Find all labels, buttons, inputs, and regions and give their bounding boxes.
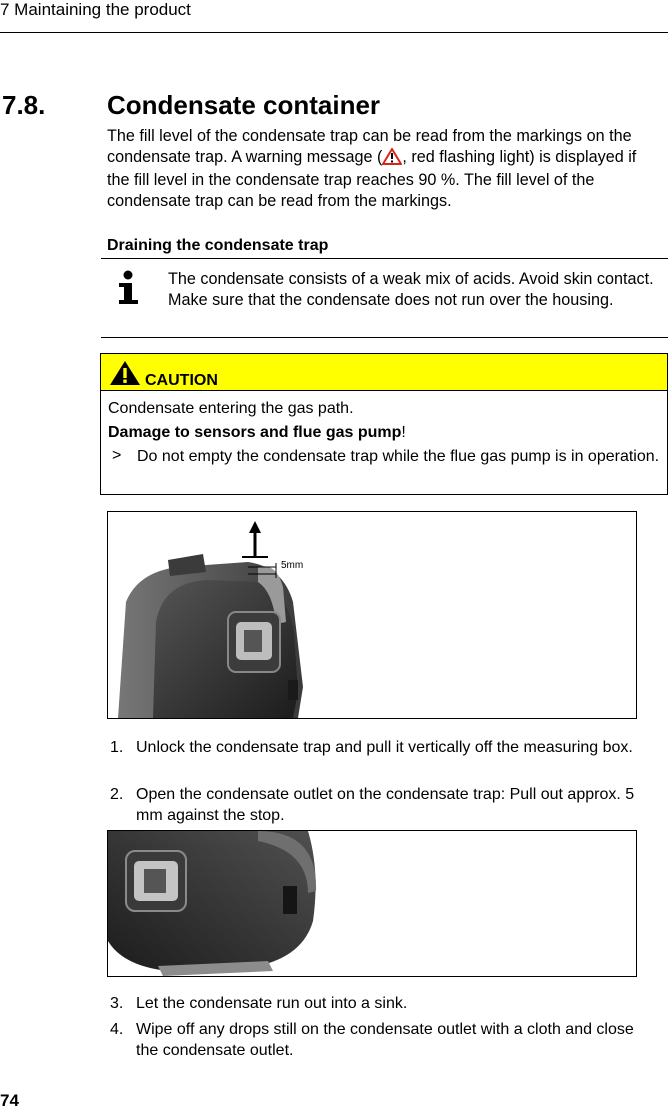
info-bottom-rule <box>101 337 668 338</box>
step-3-text: Let the condensate run out into a sink. <box>136 995 408 1012</box>
warning-triangle-icon <box>382 148 402 171</box>
caution-header <box>101 354 667 391</box>
device-bottom-illustration <box>108 831 318 976</box>
dimension-label: 5mm <box>281 560 304 571</box>
step-1-text: Unlock the condensate trap and pull it vertically off the measuring box. <box>136 739 633 756</box>
running-header: 7 Maintaining the product <box>0 0 191 19</box>
header-divider <box>0 32 668 33</box>
step-4-text: Wipe off any drops still on the condensate outlet with a cloth and close the condensate outlet. <box>136 1021 634 1059</box>
section-number: 7.8. <box>2 90 46 120</box>
caution-label: CAUTION <box>145 372 218 389</box>
intro-text-start: The fill level of the condensate trap can be read from the markings on the condensate trap. A warning message ( <box>107 127 632 166</box>
figure-condensate-outlet <box>107 830 637 977</box>
caution-damage-text: Damage to sensors and flue gas pump <box>108 424 402 441</box>
info-top-rule <box>101 258 668 259</box>
section-title: Condensate container <box>107 90 381 120</box>
pull-up-arrow-icon <box>240 519 310 589</box>
step-2-text: Open the condensate outlet on the condensate trap: Pull out approx. 5 mm against the stop. <box>136 786 635 824</box>
step-2-number: 2. <box>110 786 124 803</box>
step-1-number: 1. <box>110 739 124 756</box>
caution-box <box>100 353 668 495</box>
info-note-text: The condensate consists of a weak mix of acids. Avoid skin contact. Make sure that the condensate does not run over the housing. <box>168 270 654 309</box>
info-icon <box>116 270 140 306</box>
intro-paragraph <box>107 126 663 211</box>
caution-damage-suffix: ! <box>401 424 406 441</box>
caution-instruction: Do not empty the condensate trap while the flue gas pump is in operation. <box>137 448 660 465</box>
intro-text-end: , red flashing light) is displayed if the fill level in the condensate trap reaches 90 %. The fill level of the condensate trap can be read from the markings. <box>107 147 637 210</box>
step-4-number: 4. <box>110 1021 124 1038</box>
step-3-number: 3. <box>110 995 124 1012</box>
figure-condensate-trap-pull <box>107 511 637 719</box>
caution-warning-icon <box>109 360 141 391</box>
caution-line-1: Condensate entering the gas path. <box>108 400 354 417</box>
subheading: Draining the condensate trap <box>107 237 329 254</box>
caution-bullet: > <box>112 447 122 464</box>
page-number: 74 <box>0 1091 19 1110</box>
caution-line-2 <box>108 424 406 442</box>
